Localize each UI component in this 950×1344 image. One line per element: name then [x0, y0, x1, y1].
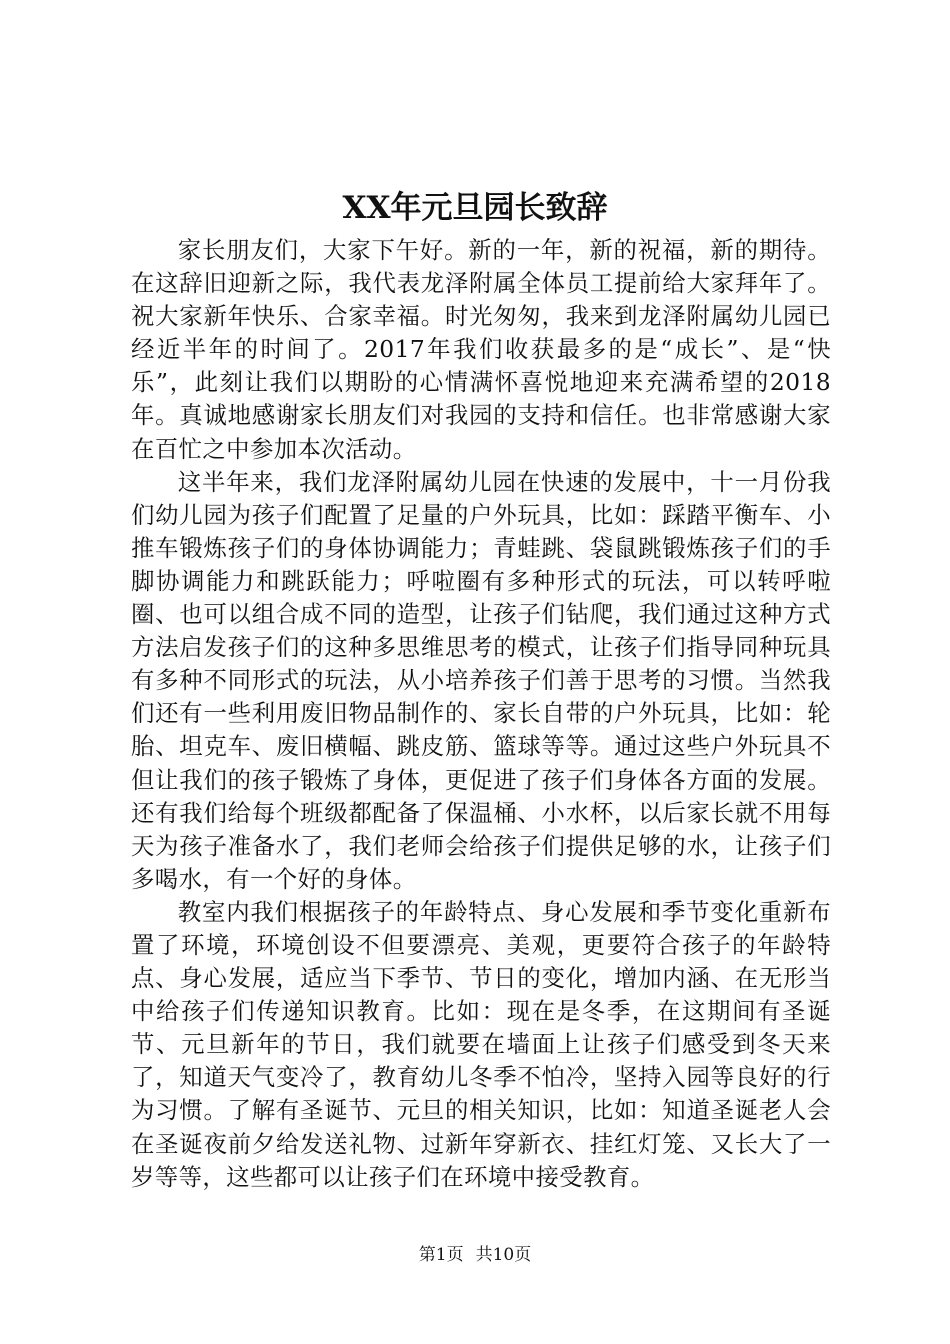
page-total: 共10页 [475, 1245, 532, 1265]
paragraph-3: 教室内我们根据孩子的年龄特点、身心发展和季节变化重新布置了环境，环境创设不但要漂亮、美观，更要符合孩子的年龄特点、身心发展，适应当下季节、节日的变化，增加内涵、在无形当中给孩子们传递知识教育。比如：现在是冬季，在这期间有圣诞节、元旦新年的节日，我们就要在墙面上让孩子们感受到冬天来了，知道天气变冷了，教育幼儿冬季不怕冷，坚持入园等良好的行为习惯。了解有圣诞节、元旦的相关知识，比如：知道圣诞老人会在圣诞夜前夕给发送礼物、过新年穿新衣、挂红灯笼、又长大了一岁等等，这些都可以让孩子们在环境中接受教育。 [131, 897, 831, 1191]
paragraph-2: 这半年来，我们龙泽附属幼儿园在快速的发展中，十一月份我们幼儿园为孩子们配置了足量的户外玩具，比如：踩踏平衡车、小推车锻炼孩子们的身体协调能力；青蛙跳、袋鼠跳锻炼孩子们的手脚协调能力和跳跃能力；呼啦圈有多种形式的玩法，可以转呼啦圈、也可以组合成不同的造型，让孩子们钻爬，我们通过这种方式方法启发孩子们的这种多思维思考的模式，让孩子们指导同种玩具有多种不同形式的玩法，从小培养孩子们善于思考的习惯。当然我们还有一些利用废旧物品制作的、家长自带的户外玩具，比如：轮胎、坦克车、废旧横幅、跳皮筋、篮球等等。通过这些户外玩具不但让我们的孩子锻炼了身体，更促进了孩子们身体各方面的发展。还有我们给每个班级都配备了保温桶、小水杯，以后家长就不用每天为孩子准备水了，我们老师会给孩子们提供足够的水，让孩子们多喝水，有一个好的身体。 [131, 467, 831, 893]
paragraph-1: 家长朋友们，大家下午好。新的一年，新的祝福，新的期待。在这辞旧迎新之际，我代表龙泽附属全体员工提前给大家拜年了。祝大家新年快乐、合家幸福。时光匆匆，我来到龙泽附属幼儿园已经近半年的时间了。2017年我们收获最多的是“成长”、是“快乐”，此刻让我们以期盼的心情满怀喜悦地迎来充满希望的2018年。真诚地感谢家长朋友们对我园的支持和信任。也非常感谢大家在百忙之中参加本次活动。 [131, 236, 831, 463]
page-footer [0, 1243, 950, 1267]
document-body [131, 234, 831, 1194]
document-title: XX年元旦园长致辞 [342, 190, 608, 226]
page-number: 第1页 [418, 1245, 464, 1265]
